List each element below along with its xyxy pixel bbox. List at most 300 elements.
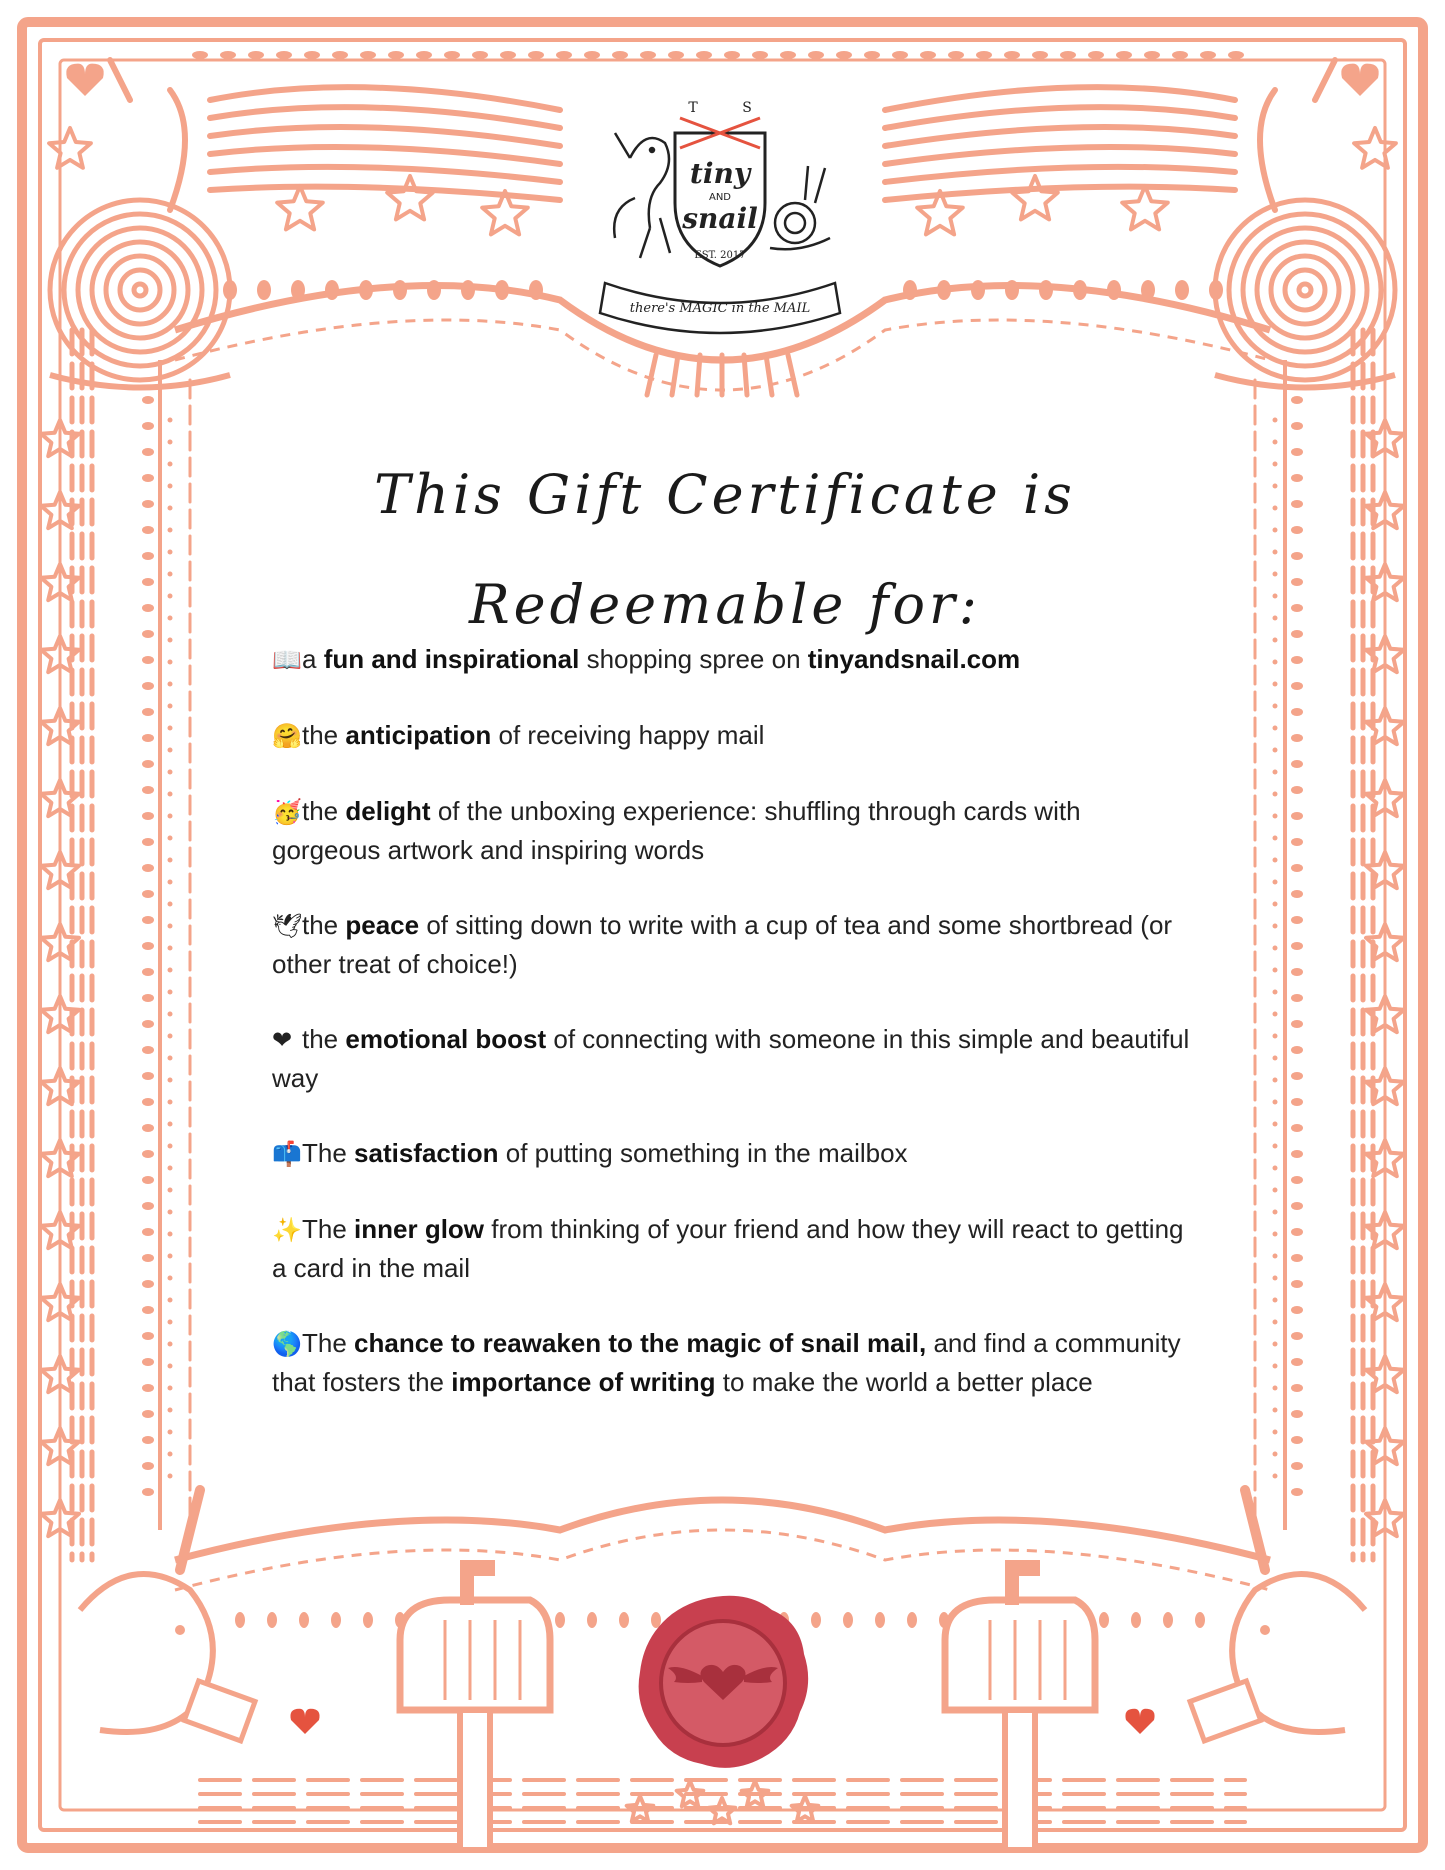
redeemable-item xyxy=(272,1020,1192,1097)
border-dot xyxy=(142,526,154,534)
item-text: to make the world a better place xyxy=(715,1367,1093,1397)
item-text: of sitting down to write with a cup of tea and some shortbread (or other treat of choice!) xyxy=(272,910,1173,979)
border-dot xyxy=(1291,578,1303,586)
border-dot xyxy=(168,1452,173,1457)
snail-icon xyxy=(770,166,830,249)
border-dot xyxy=(220,51,236,59)
border-dot xyxy=(1291,916,1303,924)
border-dot xyxy=(836,51,852,59)
border-dot xyxy=(168,902,173,907)
border-dot xyxy=(332,51,348,59)
border-dot xyxy=(291,280,305,300)
border-dot xyxy=(1291,838,1303,846)
border-dot xyxy=(808,51,824,59)
border-dot xyxy=(168,616,173,621)
border-dot xyxy=(168,418,173,423)
border-dot xyxy=(168,726,173,731)
border-dot xyxy=(142,1280,154,1288)
border-dot xyxy=(168,1056,173,1061)
border-dot xyxy=(168,1298,173,1303)
border-dot xyxy=(1291,604,1303,612)
border-dot xyxy=(1172,51,1188,59)
border-dot xyxy=(1291,1202,1303,1210)
heart-icon xyxy=(1341,64,1378,96)
border-dot xyxy=(1291,1254,1303,1262)
snail-shell-ring xyxy=(1285,270,1325,310)
item-text: The xyxy=(302,1328,355,1358)
snail-shell-ring xyxy=(1229,214,1381,366)
border-dot xyxy=(1291,994,1303,1002)
border-dot xyxy=(1291,1280,1303,1288)
border-dot xyxy=(1273,1364,1278,1369)
border-dot xyxy=(1099,1612,1109,1628)
border-dot xyxy=(1060,51,1076,59)
border-dot xyxy=(142,1098,154,1106)
border-dot xyxy=(1273,748,1278,753)
border-dot xyxy=(1273,1210,1278,1215)
envelope-icon xyxy=(184,1681,255,1741)
border-dot xyxy=(168,1144,173,1149)
border-dot xyxy=(1273,484,1278,489)
border-dot xyxy=(864,51,880,59)
border-dot xyxy=(1088,51,1104,59)
star-icon xyxy=(1354,128,1396,168)
item-bold-text: emotional boost xyxy=(345,1024,547,1054)
border-dot xyxy=(1163,1612,1173,1628)
border-dot xyxy=(142,552,154,560)
item-text: the xyxy=(302,720,346,750)
border-dot xyxy=(142,1358,154,1366)
item-bold-text: delight xyxy=(345,796,431,826)
border-dot xyxy=(168,770,173,775)
redeemable-item xyxy=(272,792,1192,869)
border-dot xyxy=(1273,770,1278,775)
certificate-headline: This Gift Certificate is Redeemable for: xyxy=(374,463,1076,636)
border-dot xyxy=(556,51,572,59)
border-dot xyxy=(1273,1254,1278,1259)
item-bold-text: tinyandsnail.com xyxy=(807,644,1021,674)
border-dot xyxy=(142,1124,154,1132)
border-dot xyxy=(168,1474,173,1479)
item-bold-text: satisfaction xyxy=(354,1138,499,1168)
border-dot xyxy=(142,864,154,872)
border-dot xyxy=(1273,1100,1278,1105)
item-text: and find a community that fosters the xyxy=(272,1328,1181,1397)
item-bold-text: inner glow xyxy=(354,1214,485,1244)
border-dot xyxy=(1273,638,1278,643)
border-dot xyxy=(267,1612,277,1628)
border-dot xyxy=(1273,1320,1278,1325)
border-dot xyxy=(920,51,936,59)
border-dot xyxy=(168,792,173,797)
snail-shell-ring xyxy=(106,256,174,324)
border-dot xyxy=(168,440,173,445)
border-dot xyxy=(142,968,154,976)
redeemable-items-list xyxy=(272,640,1192,1438)
mailbox-flag xyxy=(1005,1560,1040,1576)
border-dot xyxy=(1273,1034,1278,1039)
border-dot xyxy=(528,51,544,59)
top-wave-line xyxy=(210,107,560,128)
border-dot xyxy=(393,280,407,300)
border-dot xyxy=(1273,682,1278,687)
item-text: The xyxy=(302,1138,355,1168)
border-dot xyxy=(142,1046,154,1054)
border-dot xyxy=(937,280,951,300)
item-emoji-icon: ✨ xyxy=(272,1216,302,1244)
border-dot xyxy=(168,1100,173,1105)
item-text: of the unboxing experience: shuffling through cards with gorgeous artwork and inspiring words xyxy=(272,796,1081,865)
border-dot xyxy=(587,1612,597,1628)
border-dot xyxy=(1200,51,1216,59)
border-dot xyxy=(248,51,264,59)
sun-ray-line xyxy=(672,355,678,395)
border-dot xyxy=(1291,1306,1303,1314)
border-dot xyxy=(142,682,154,690)
border-dot xyxy=(1291,1020,1303,1028)
star-icon xyxy=(387,176,433,219)
snail-shell-ring xyxy=(1243,228,1367,352)
border-dot xyxy=(1131,1612,1141,1628)
item-text: of putting something in the mailbox xyxy=(498,1138,908,1168)
border-dot xyxy=(948,51,964,59)
heart-icon xyxy=(66,64,103,96)
border-dot xyxy=(1291,1488,1303,1496)
border-dot xyxy=(1273,1188,1278,1193)
border-dot xyxy=(1228,51,1244,59)
border-dot xyxy=(1273,704,1278,709)
sun-ray-line xyxy=(647,355,656,395)
border-dot xyxy=(1273,902,1278,907)
mailbox-body xyxy=(945,1600,1095,1710)
top-wave-line xyxy=(210,147,560,164)
border-dot xyxy=(1291,474,1303,482)
border-dot xyxy=(1291,422,1303,430)
border-dot xyxy=(1039,280,1053,300)
border-dot xyxy=(168,572,173,577)
item-bold-text: fun and inspirational xyxy=(323,644,580,674)
border-dot xyxy=(1273,1232,1278,1237)
item-text: the xyxy=(302,910,346,940)
top-wave-line xyxy=(885,147,1235,164)
snail-shell-ring xyxy=(120,270,160,310)
snail-icon xyxy=(1215,60,1395,388)
sun-ray-line xyxy=(766,355,772,395)
border-dot xyxy=(1273,1078,1278,1083)
border-dot xyxy=(168,968,173,973)
border-dot xyxy=(584,51,600,59)
border-dot xyxy=(142,1254,154,1262)
border-dot xyxy=(1291,1124,1303,1132)
border-dot xyxy=(142,838,154,846)
border-dot xyxy=(1291,1176,1303,1184)
border-dot xyxy=(619,1612,629,1628)
border-dot xyxy=(168,1034,173,1039)
border-dot xyxy=(696,51,712,59)
border-dot xyxy=(1273,924,1278,929)
border-dot xyxy=(168,1364,173,1369)
border-dot xyxy=(168,836,173,841)
border-dot xyxy=(331,1612,341,1628)
border-dot xyxy=(168,506,173,511)
border-dot xyxy=(1273,1474,1278,1479)
border-dot xyxy=(1273,968,1278,973)
item-emoji-icon: 📖 xyxy=(272,646,302,674)
border-dot xyxy=(168,1232,173,1237)
border-dot xyxy=(1291,526,1303,534)
border-dot xyxy=(1291,890,1303,898)
redeemable-item xyxy=(272,640,1192,679)
border-dot xyxy=(142,708,154,716)
border-dot xyxy=(168,682,173,687)
mailbox-body xyxy=(400,1600,550,1710)
border-dot xyxy=(168,946,173,951)
border-dot xyxy=(461,280,475,300)
border-dot xyxy=(1291,1358,1303,1366)
bottom-arch-line xyxy=(175,1530,1270,1590)
border-dot xyxy=(1291,812,1303,820)
border-dot xyxy=(1291,630,1303,638)
snail-body-line xyxy=(1260,60,1335,210)
border-dot xyxy=(1291,1410,1303,1418)
border-dot xyxy=(752,51,768,59)
border-dot xyxy=(142,1176,154,1184)
border-dot xyxy=(142,1384,154,1392)
item-text: of connecting with someone in this simple and beautiful way xyxy=(272,1024,1190,1093)
border-dot xyxy=(1291,1228,1303,1236)
border-dot xyxy=(640,51,656,59)
border-dot xyxy=(142,1488,154,1496)
logo-name-and: AND xyxy=(708,192,732,203)
border-dot xyxy=(1273,440,1278,445)
border-dot xyxy=(1144,51,1160,59)
border-dot xyxy=(142,422,154,430)
border-dot xyxy=(142,994,154,1002)
border-dot xyxy=(1291,1384,1303,1392)
border-dot xyxy=(168,550,173,555)
item-bold-text: anticipation xyxy=(345,720,492,750)
border-dot xyxy=(168,638,173,643)
bottom-arch-line xyxy=(175,1500,1270,1560)
border-dot xyxy=(142,916,154,924)
border-dot xyxy=(1291,760,1303,768)
border-dot xyxy=(416,51,432,59)
border-dot xyxy=(299,1612,309,1628)
border-dot xyxy=(1291,1150,1303,1158)
border-dot xyxy=(1273,1452,1278,1457)
top-wave-line xyxy=(885,107,1235,128)
mailbox-flag xyxy=(460,1560,495,1576)
border-dot xyxy=(1032,51,1048,59)
border-dot xyxy=(1273,660,1278,665)
logo-initial-s: S xyxy=(742,100,752,116)
border-dot xyxy=(1273,594,1278,599)
border-dot xyxy=(1273,528,1278,533)
sun-ray-line xyxy=(788,355,797,395)
border-dot xyxy=(168,990,173,995)
border-dot xyxy=(1291,656,1303,664)
border-dot xyxy=(142,630,154,638)
item-emoji-icon: 📫 xyxy=(272,1140,302,1168)
border-dot xyxy=(168,528,173,533)
border-dot xyxy=(1273,858,1278,863)
border-dot xyxy=(325,280,339,300)
item-bold-text: importance of writing xyxy=(451,1367,716,1397)
border-dot xyxy=(1273,1342,1278,1347)
border-dot xyxy=(1291,1098,1303,1106)
border-dot xyxy=(472,51,488,59)
border-dot xyxy=(1291,734,1303,742)
border-dot xyxy=(1116,51,1132,59)
border-dot xyxy=(168,1012,173,1017)
border-dot xyxy=(1291,942,1303,950)
border-dot xyxy=(142,1228,154,1236)
snail-body-line xyxy=(110,60,185,210)
wax-seal xyxy=(632,1592,814,1774)
border-dot xyxy=(168,704,173,709)
border-dot xyxy=(976,51,992,59)
border-dot xyxy=(1273,1166,1278,1171)
border-dot xyxy=(1273,1144,1278,1149)
border-dot xyxy=(1273,1012,1278,1017)
star-icon xyxy=(49,128,91,168)
border-dot xyxy=(388,51,404,59)
border-dot xyxy=(529,280,543,300)
border-dot xyxy=(1273,616,1278,621)
star-icon xyxy=(277,186,323,229)
redeemable-item xyxy=(272,716,1192,755)
border-dot xyxy=(907,1612,917,1628)
border-dot xyxy=(1273,1056,1278,1061)
unicorn-eye xyxy=(175,1625,185,1635)
top-wave-line xyxy=(210,127,560,146)
border-dot xyxy=(142,812,154,820)
border-dot xyxy=(1291,1046,1303,1054)
item-text: the xyxy=(302,1024,346,1054)
redeemable-item xyxy=(272,1210,1192,1287)
item-emoji-icon: ❤ xyxy=(272,1026,293,1054)
heart-icon xyxy=(290,1709,319,1734)
border-dot xyxy=(724,51,740,59)
top-wave-line xyxy=(885,127,1235,146)
border-dot xyxy=(142,656,154,664)
border-dot xyxy=(1291,552,1303,560)
border-dot xyxy=(359,280,373,300)
border-dot xyxy=(168,462,173,467)
star-icon xyxy=(1122,186,1168,229)
border-dot xyxy=(1273,1122,1278,1127)
border-dot xyxy=(168,748,173,753)
border-dot xyxy=(1273,814,1278,819)
border-dot xyxy=(142,734,154,742)
border-dot xyxy=(1195,1612,1205,1628)
item-bold-text: chance to reawaken to the magic of snail mail, xyxy=(354,1328,927,1358)
border-dot xyxy=(1291,1462,1303,1470)
border-dot xyxy=(168,484,173,489)
border-dot xyxy=(875,1612,885,1628)
top-wave-line xyxy=(885,167,1235,182)
border-dot xyxy=(142,604,154,612)
border-dot xyxy=(1273,418,1278,423)
item-text: of receiving happy mail xyxy=(491,720,765,750)
border-dot xyxy=(1291,1332,1303,1340)
border-dot xyxy=(903,280,917,300)
border-dot xyxy=(360,51,376,59)
border-dot xyxy=(168,1166,173,1171)
border-dot xyxy=(555,1612,565,1628)
border-dot xyxy=(192,51,208,59)
item-emoji-icon: 🥳 xyxy=(272,798,302,826)
border-dot xyxy=(1273,1276,1278,1281)
border-dot xyxy=(892,51,908,59)
border-dot xyxy=(1273,792,1278,797)
border-dot xyxy=(168,1408,173,1413)
border-dot xyxy=(235,1612,245,1628)
border-dot xyxy=(971,280,985,300)
border-dot xyxy=(1273,462,1278,467)
border-dot xyxy=(276,51,292,59)
border-dot xyxy=(142,942,154,950)
border-dot xyxy=(142,1436,154,1444)
border-dot xyxy=(363,1612,373,1628)
border-dot xyxy=(1291,1436,1303,1444)
envelope-icon xyxy=(1190,1681,1261,1741)
logo-initial-t: T xyxy=(688,100,698,116)
redeemable-item xyxy=(272,1134,1192,1173)
border-dot xyxy=(1291,1072,1303,1080)
border-dot xyxy=(168,1210,173,1215)
heart-icon xyxy=(1125,1709,1154,1734)
item-text: the xyxy=(302,796,346,826)
border-dot xyxy=(142,1072,154,1080)
border-dot xyxy=(168,1320,173,1325)
border-dot xyxy=(1273,1430,1278,1435)
border-dot xyxy=(1273,1386,1278,1391)
item-text: from thinking of your friend and how they will react to getting a card in the mail xyxy=(272,1214,1184,1283)
border-dot xyxy=(1005,280,1019,300)
item-bold-text: peace xyxy=(345,910,420,940)
border-dot xyxy=(168,814,173,819)
border-dot xyxy=(142,1020,154,1028)
border-dot xyxy=(257,280,271,300)
border-dot xyxy=(495,280,509,300)
border-dot xyxy=(1291,500,1303,508)
sun-ray-line xyxy=(744,355,747,395)
border-dot xyxy=(168,880,173,885)
border-dot xyxy=(668,51,684,59)
border-dot xyxy=(444,51,460,59)
border-dot xyxy=(142,760,154,768)
redeemable-item xyxy=(272,906,1192,983)
border-dot xyxy=(1291,708,1303,716)
unicorn-icon xyxy=(1190,1490,1365,1741)
unicorn-eye xyxy=(1260,1625,1270,1635)
border-dot xyxy=(1175,280,1189,300)
snail-shell-ring xyxy=(1271,256,1339,324)
border-dot xyxy=(1141,280,1155,300)
border-dot xyxy=(142,890,154,898)
border-dot xyxy=(168,858,173,863)
border-dot xyxy=(142,1462,154,1470)
snail-shell-ring xyxy=(1299,284,1311,296)
unicorn-icon xyxy=(614,133,670,258)
top-wave-line xyxy=(210,167,560,182)
mailbox-post xyxy=(460,1710,490,1850)
logo-ribbon-text: there's MAGIC in the MAIL xyxy=(629,301,811,316)
border-dot xyxy=(168,1188,173,1193)
border-dot xyxy=(1073,280,1087,300)
item-emoji-icon: 🕊 xyxy=(272,912,303,940)
